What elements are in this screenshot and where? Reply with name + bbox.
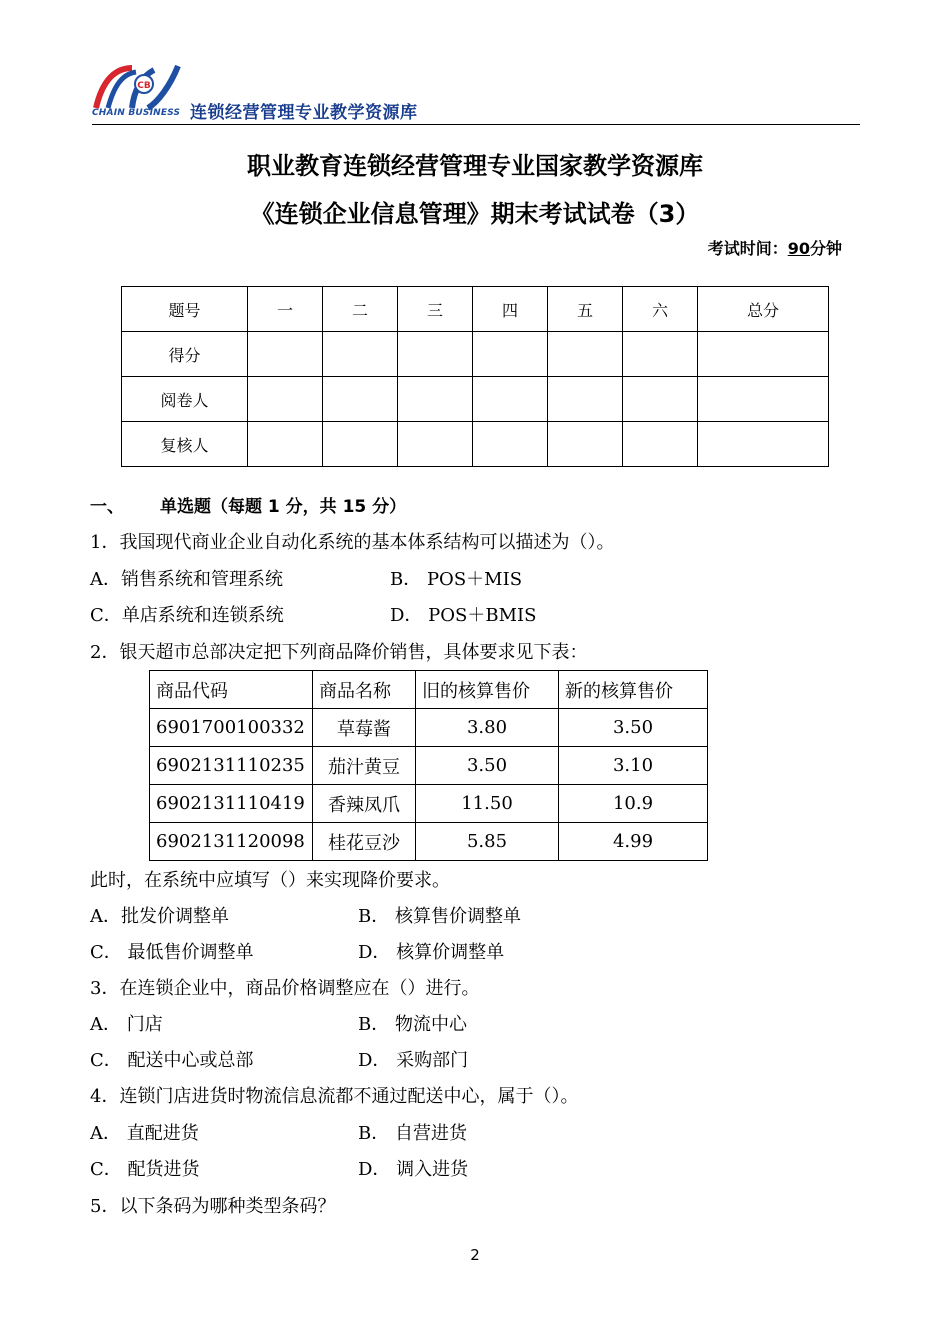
score-header-cell: 总分 xyxy=(698,287,829,332)
goods-name: 草莓酱 xyxy=(313,709,416,747)
goods-table-row xyxy=(150,747,708,785)
option-b: B． POS＋MIS xyxy=(390,569,523,590)
score-cell xyxy=(248,332,323,377)
section-heading xyxy=(90,492,406,517)
exam-time xyxy=(708,236,842,259)
question-stem: 3．在连锁企业中，商品价格调整应在（）进行。 xyxy=(90,978,480,999)
option-b: B． 自营进货 xyxy=(358,1123,467,1144)
new-price: 3.50 xyxy=(559,709,708,747)
page-number: 2 xyxy=(470,1246,480,1264)
goods-code: 6902131110235 xyxy=(150,747,313,785)
question-stem: 5．以下条码为哪种类型条码？ xyxy=(90,1196,336,1217)
exam-time-label: 考试时间： xyxy=(707,239,788,258)
score-cell xyxy=(473,422,548,467)
score-cell xyxy=(548,422,623,467)
score-row-label: 阅卷人 xyxy=(122,377,248,422)
score-table xyxy=(121,286,829,467)
score-cell xyxy=(698,422,829,467)
option-d: D． 核算价调整单 xyxy=(358,942,505,963)
score-table-row xyxy=(122,377,829,422)
score-cell xyxy=(623,422,698,467)
goods-name: 香辣凤爪 xyxy=(313,785,416,823)
score-header-cell: 二 xyxy=(323,287,398,332)
goods-header-cell: 商品代码 xyxy=(150,671,313,709)
exam-time-value: 90 xyxy=(787,239,810,258)
score-header-cell: 一 xyxy=(248,287,323,332)
option-b: B． 物流中心 xyxy=(358,1014,467,1035)
header-divider xyxy=(92,124,860,125)
question-followup: 此时，在系统中应填写（）来实现降价要求。 xyxy=(90,870,450,891)
question-stem: 2．银天超市总部决定把下列商品降价销售，具体要求见下表： xyxy=(90,642,588,663)
option-c: C． 最低售价调整单 xyxy=(90,942,254,963)
new-price: 10.9 xyxy=(559,785,708,823)
goods-table-header-row xyxy=(150,671,708,709)
score-cell xyxy=(548,377,623,422)
document-title: 职业教育连锁经营管理专业国家教学资源库 xyxy=(247,152,703,180)
score-cell xyxy=(398,422,473,467)
goods-table-row xyxy=(150,823,708,861)
score-table-header-row xyxy=(122,287,829,332)
option-a: A． 门店 xyxy=(90,1014,163,1035)
score-row-label: 得分 xyxy=(122,332,248,377)
goods-header-cell: 新的核算售价 xyxy=(559,671,708,709)
goods-header-cell: 商品名称 xyxy=(313,671,416,709)
option-d: D． 调入进货 xyxy=(358,1159,469,1180)
option-a: A．批发价调整单 xyxy=(90,906,229,927)
section-title: 单选题（每题 1 分，共 15 分） xyxy=(160,497,407,517)
goods-price-table xyxy=(149,670,708,861)
score-cell xyxy=(698,377,829,422)
question-stem: 1．我国现代商业企业自动化系统的基本体系结构可以描述为（）。 xyxy=(90,532,615,553)
score-cell xyxy=(473,377,548,422)
goods-code: 6902131110419 xyxy=(150,785,313,823)
old-price: 3.80 xyxy=(416,709,559,747)
score-cell xyxy=(473,332,548,377)
new-price: 4.99 xyxy=(559,823,708,861)
option-d: D． 采购部门 xyxy=(358,1050,469,1071)
score-cell xyxy=(548,332,623,377)
goods-code: 6902131120098 xyxy=(150,823,313,861)
option-a: A． 直配进货 xyxy=(90,1123,199,1144)
exam-time-unit: 分钟 xyxy=(809,239,842,258)
option-c: C．单店系统和连锁系统 xyxy=(90,605,284,626)
question-stem: 4．连锁门店进货时物流信息流都不通过配送中心，属于（）。 xyxy=(90,1086,579,1107)
score-cell xyxy=(323,422,398,467)
goods-header-cell: 旧的核算售价 xyxy=(416,671,559,709)
svg-text:CB: CB xyxy=(137,81,151,91)
option-c: C． 配送中心或总部 xyxy=(90,1050,254,1071)
option-c: C． 配货进货 xyxy=(90,1159,200,1180)
logo-subtitle: CHAIN BUSINESS xyxy=(92,108,181,118)
score-header-cell: 四 xyxy=(473,287,548,332)
goods-name: 桂花豆沙 xyxy=(313,823,416,861)
goods-name: 茄汁黄豆 xyxy=(313,747,416,785)
old-price: 5.85 xyxy=(416,823,559,861)
old-price: 3.50 xyxy=(416,747,559,785)
goods-table-row xyxy=(150,709,708,747)
option-a: A．销售系统和管理系统 xyxy=(90,569,283,590)
score-cell xyxy=(248,377,323,422)
score-cell xyxy=(323,332,398,377)
score-cell xyxy=(398,332,473,377)
score-table-row xyxy=(122,332,829,377)
score-cell xyxy=(323,377,398,422)
score-header-cell: 五 xyxy=(548,287,623,332)
option-b: B． 核算售价调整单 xyxy=(358,906,521,927)
score-header-cell: 题号 xyxy=(122,287,248,332)
old-price: 11.50 xyxy=(416,785,559,823)
goods-table-row xyxy=(150,785,708,823)
exam-title: 《连锁企业信息管理》期末考试试卷（3） xyxy=(250,200,700,228)
score-cell xyxy=(698,332,829,377)
logo-title: 连锁经营管理专业教学资源库 xyxy=(190,103,418,123)
goods-code: 6901700100332 xyxy=(150,709,313,747)
score-row-label: 复核人 xyxy=(122,422,248,467)
score-cell xyxy=(398,377,473,422)
score-cell xyxy=(248,422,323,467)
score-cell xyxy=(623,377,698,422)
score-header-cell: 六 xyxy=(623,287,698,332)
score-header-cell: 三 xyxy=(398,287,473,332)
new-price: 3.10 xyxy=(559,747,708,785)
section-number: 一、 xyxy=(90,497,124,517)
option-d: D． POS＋BMIS xyxy=(390,605,537,626)
score-table-row xyxy=(122,422,829,467)
score-cell xyxy=(623,332,698,377)
